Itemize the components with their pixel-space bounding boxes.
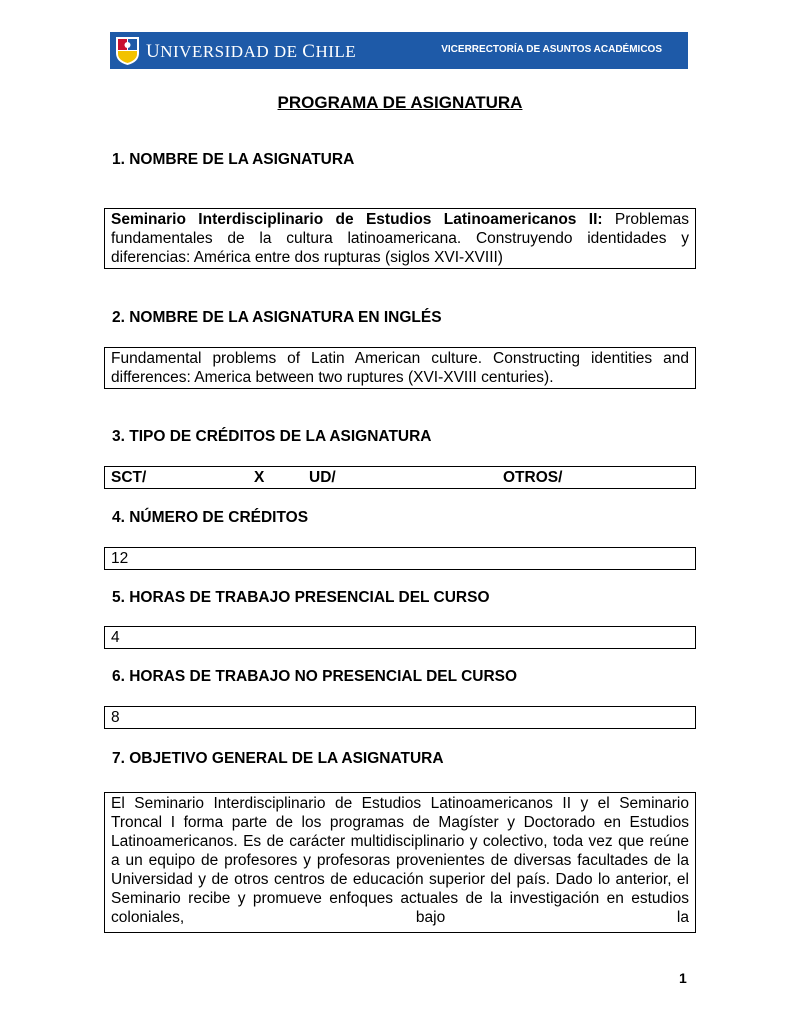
credit-sct-label: SCT/ (111, 469, 147, 486)
vicerrectoria-label: VICERRECTORÍA DE ASUNTOS ACADÉMICOS (441, 44, 662, 55)
section-2-heading: 2. NOMBRE DE LA ASIGNATURA EN INGLÉS (112, 309, 442, 326)
general-objective-text: El Seminario Interdisciplinario de Estudios Latinoamericanos II y el Seminario Troncal I forma parte de los programas de Magíster y Doctorado en Estudios Latinoamericanos. Es de carácter multidisciplinario y colectivo, toda vez que reúne a un equipo de profesores y profesoras provenientes de diversas facultades de la Universidad y de otros centros de educación superior del país. Dado lo anterior, el Seminario recibe y promueve enfoques actuales de la investigación en estudios coloniales, bajo la (111, 795, 689, 926)
section-2-box (104, 347, 696, 389)
section-1-heading: 1. NOMBRE DE LA ASIGNATURA (112, 151, 355, 168)
non-presential-hours: 8 (111, 709, 120, 726)
header-banner (110, 32, 688, 69)
page-number: 1 (679, 970, 687, 986)
section-7-heading: 7. OBJETIVO GENERAL DE LA ASIGNATURA (112, 750, 444, 767)
credits-number: 12 (111, 550, 129, 567)
course-name-bold: Seminario Interdisciplinario de Estudios Latinoamericanos II: (111, 211, 603, 228)
course-name-rest: Problemas fundamentales de la cultura latinoamericana. Construyendo identidades y diferencias: América entre dos rupturas (siglos XVI-XVIII) (111, 211, 689, 266)
section-3-heading: 3. TIPO DE CRÉDITOS DE LA ASIGNATURA (112, 428, 432, 445)
section-7-box (104, 792, 696, 933)
credit-sct-mark: X (254, 469, 265, 486)
credit-ud-label: UD/ (309, 469, 336, 486)
section-5-heading: 5. HORAS DE TRABAJO PRESENCIAL DEL CURSO (112, 589, 490, 606)
section-4-heading: 4. NÚMERO DE CRÉDITOS (112, 509, 309, 526)
section-5-box (104, 626, 696, 649)
section-1-box (104, 208, 696, 269)
credit-otros-label: OTROS/ (503, 469, 563, 486)
presential-hours: 4 (111, 629, 120, 646)
university-crest-icon (114, 35, 141, 66)
section-3-box (104, 466, 696, 489)
university-name: UNIVERSIDAD DE CHILE (146, 41, 357, 62)
section-6-heading: 6. HORAS DE TRABAJO NO PRESENCIAL DEL CURSO (112, 668, 518, 685)
page-title: PROGRAMA DE ASIGNATURA (277, 93, 523, 112)
section-4-box (104, 547, 696, 570)
course-name-english: Fundamental problems of Latin American culture. Constructing identities and differences: America between two ruptures (XVI-XVIII centuries). (111, 350, 689, 386)
section-6-box (104, 706, 696, 729)
